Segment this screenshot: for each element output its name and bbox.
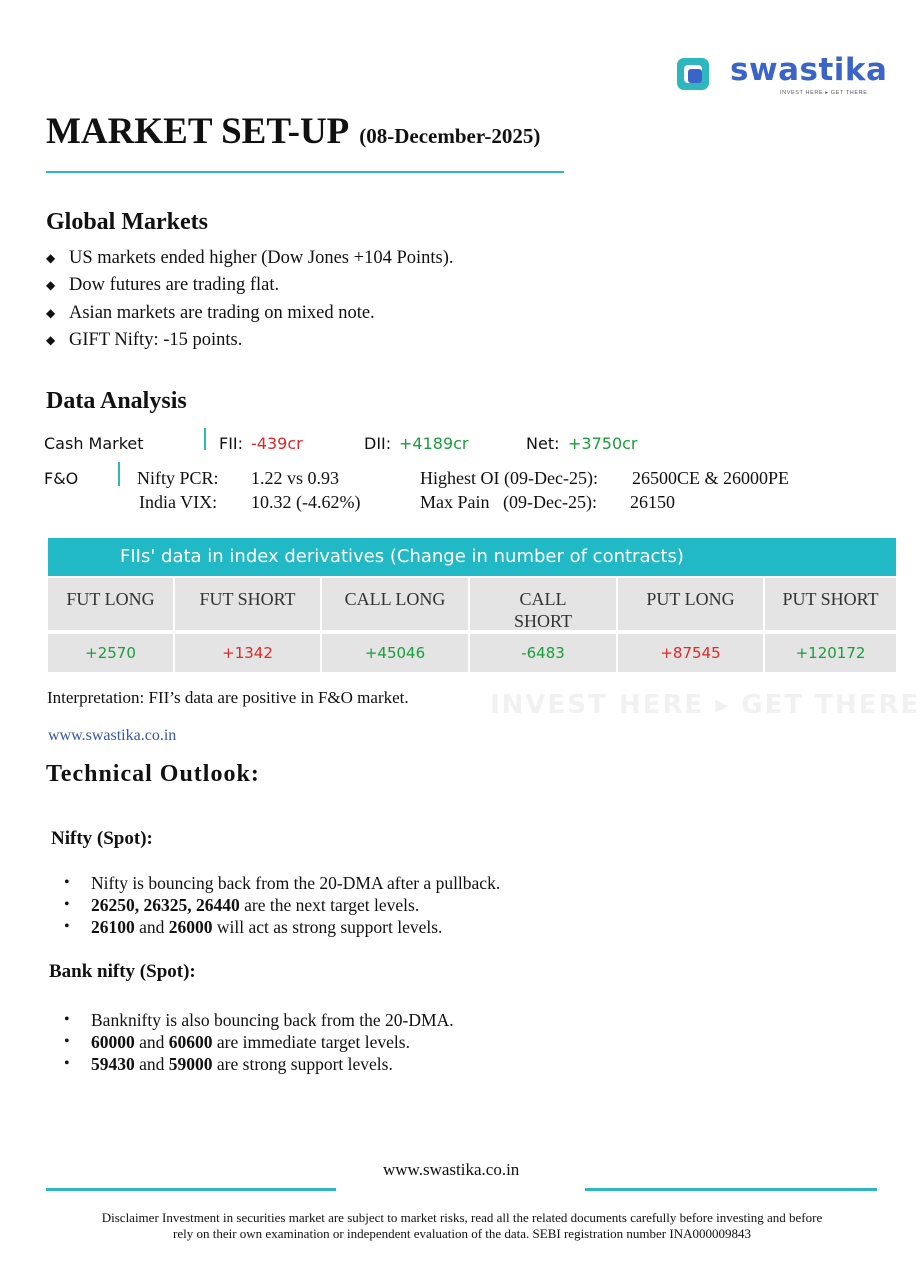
list-item: • Nifty is bouncing back from the 20-DMA after a pullback. — [64, 872, 500, 894]
fii-header-fut-short: FUT SHORT — [175, 578, 320, 630]
page-title — [46, 110, 540, 153]
footer-website[interactable]: www.swastika.co.in — [383, 1160, 520, 1179]
diamond-bullet-icon: ◆ — [46, 305, 56, 320]
max-pain-label: Max Pain (09-Dec-25): — [420, 492, 597, 512]
diamond-bullet-icon: ◆ — [46, 251, 56, 265]
fii-value: -439cr — [251, 434, 303, 453]
brand-logo — [676, 54, 886, 100]
fii-value-put-short: +120172 — [765, 634, 896, 672]
list-item: • 26250, 26325, 26440 are the next target levels. — [64, 894, 500, 916]
highest-oi-value: 26500CE & 26000PE — [632, 468, 790, 488]
fii-table-title: FIIs' data in index derivatives (Change in number of contracts) — [120, 546, 684, 567]
list-item: ◆ Asian markets are trading on mixed note. — [46, 300, 454, 327]
diamond-bullet-icon: ◆ — [46, 332, 56, 347]
disclaimer — [40, 1210, 884, 1242]
fii-header-fut-long: FUT LONG — [48, 578, 173, 630]
fii-value-call-short: -6483 — [470, 634, 616, 672]
global-markets-heading: Global Markets — [46, 209, 208, 235]
list-item: • Banknifty is also bouncing back from the 20-DMA. — [64, 1009, 454, 1031]
bank-nifty-list — [64, 1009, 454, 1075]
list-item: ◆ Dow futures are trading flat. — [46, 272, 454, 299]
list-item: • 59430 and 59000 are strong support levels. — [64, 1053, 454, 1075]
list-item: ◆ US markets ended higher (Dow Jones +104 Points). — [46, 245, 454, 272]
list-item: • 26100 and 26000 will act as strong support levels. — [64, 916, 500, 938]
title-date: (08-December-2025) — [359, 124, 541, 148]
footer-divider-left — [46, 1188, 336, 1191]
diamond-bullet-icon: ◆ — [46, 278, 56, 293]
fii-label: FII: — [219, 434, 244, 453]
interpretation-text: Interpretation: FII’s data are positive in F&O market. — [47, 688, 409, 707]
brand-tagline: INVEST HERE ▸ GET THERE — [780, 90, 868, 96]
brand-name: swastika — [730, 52, 888, 88]
max-pain-value: 26150 — [630, 492, 675, 512]
net-value: +3750cr — [568, 434, 638, 453]
net-label: Net: — [526, 434, 560, 453]
fii-header-call-short: CALL SHORT — [470, 578, 616, 630]
fo-row — [44, 466, 864, 518]
nifty-heading: Nifty (Spot): — [51, 828, 153, 849]
pcr-value: 1.22 vs 0.93 — [251, 468, 340, 488]
nifty-list — [64, 872, 500, 938]
fii-header-call-long: CALL LONG — [322, 578, 468, 630]
fii-header-put-long: PUT LONG — [618, 578, 763, 630]
footer-divider-right — [585, 1188, 877, 1191]
fii-header-put-short: PUT SHORT — [765, 578, 896, 630]
list-item: • 60000 and 60600 are immediate target levels. — [64, 1031, 454, 1053]
vix-label: India VIX: — [139, 492, 218, 512]
disclaimer-line-2: rely on their own examination or independent evaluation of the data. SEBI registration number INA000009843 — [173, 1226, 751, 1241]
fo-label: F&O — [44, 469, 79, 488]
fii-value-fut-long: +2570 — [48, 634, 173, 672]
website-link[interactable]: www.swastika.co.in — [48, 727, 177, 744]
brand-watermark: INVEST HERE ▸ GET THERE — [490, 690, 921, 720]
vix-value: 10.32 (-4.62%) — [251, 492, 361, 512]
cash-market-label: Cash Market — [44, 434, 144, 453]
pcr-label: Nifty PCR: — [137, 468, 219, 488]
disclaimer-line-1: Disclaimer Investment in securities market are subject to market risks, read all the related documents carefully before investing and before — [101, 1210, 823, 1225]
fii-value-fut-short: +1342 — [175, 634, 320, 672]
fo-divider — [118, 462, 120, 486]
fii-value-call-long: +45046 — [322, 634, 468, 672]
technical-outlook-heading: Technical Outlook: — [46, 761, 260, 787]
bank-nifty-heading: Bank nifty (Spot): — [49, 961, 196, 982]
list-item: ◆ GIFT Nifty: -15 points. — [46, 327, 454, 354]
swastika-logo-icon — [676, 57, 710, 91]
data-analysis-heading: Data Analysis — [46, 388, 187, 414]
global-markets-list — [46, 245, 454, 354]
title-divider — [46, 171, 564, 173]
cash-divider — [204, 428, 206, 450]
fii-value-put-long: +87545 — [618, 634, 763, 672]
fii-table-banner — [48, 538, 896, 576]
highest-oi-label: Highest OI (09-Dec-25): — [420, 468, 598, 488]
title-text: MARKET SET-UP — [46, 111, 350, 152]
dii-label: DII: — [364, 434, 392, 453]
dii-value: +4189cr — [399, 434, 469, 453]
